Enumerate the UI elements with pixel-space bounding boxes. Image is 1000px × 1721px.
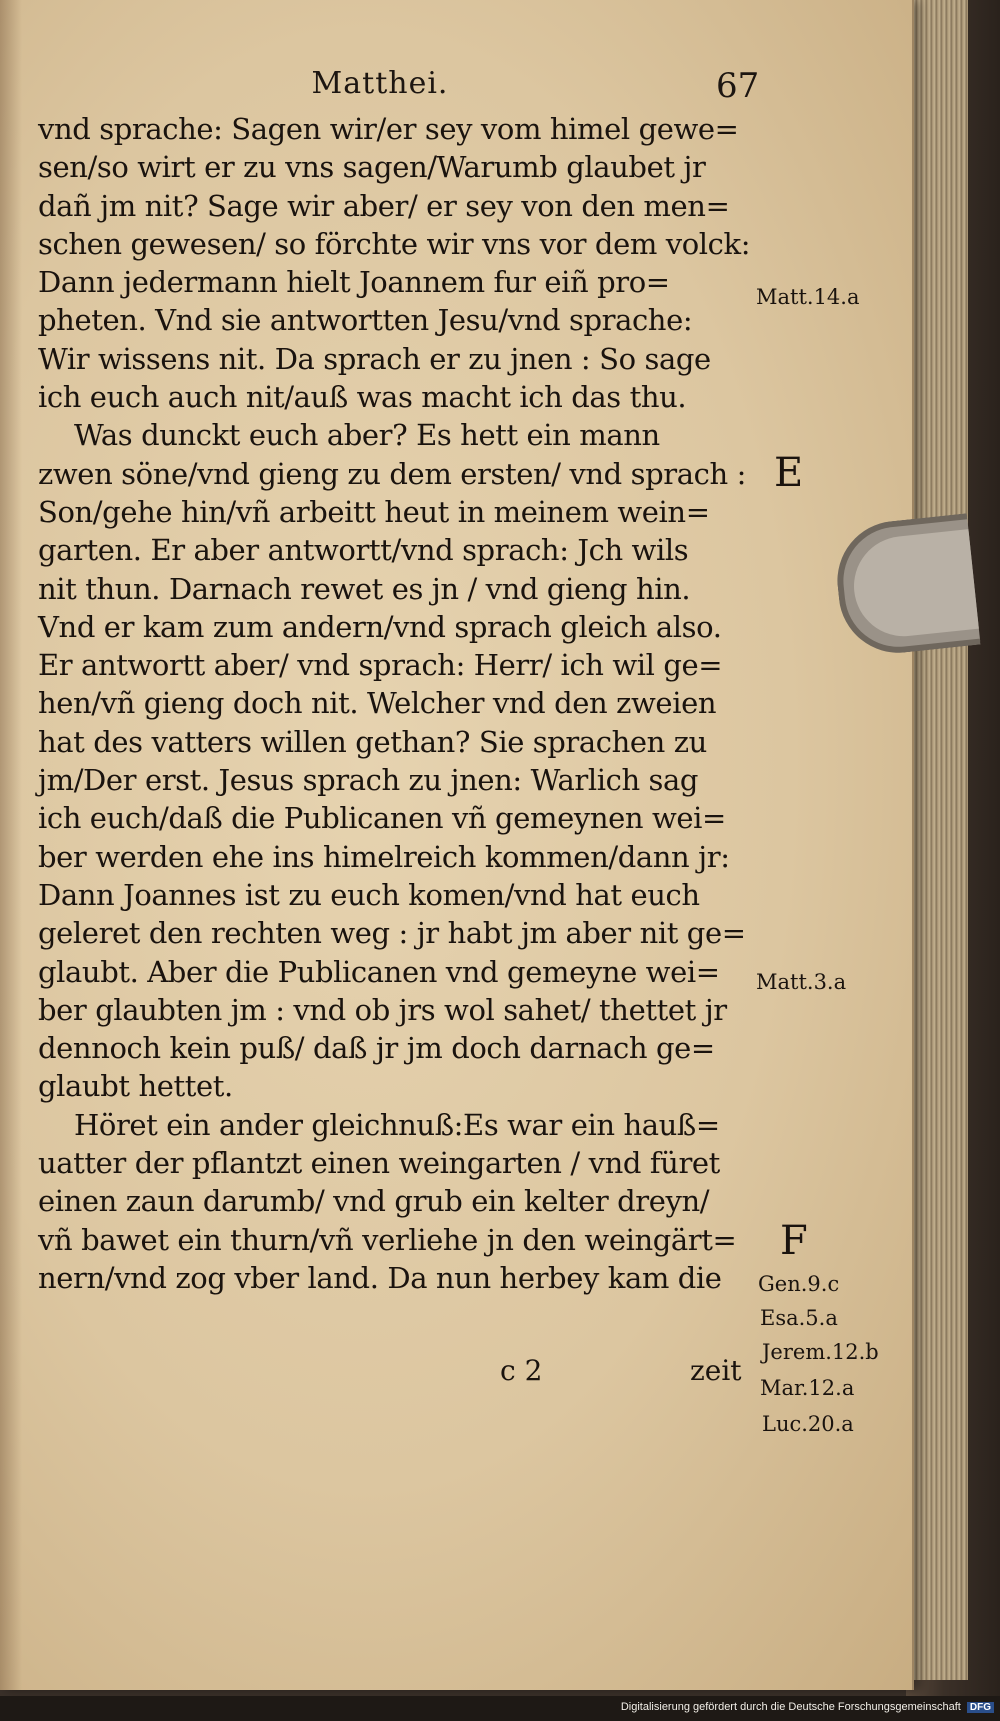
text-line: pheten. Vnd sie antwortten Jesu/vnd sprache:	[38, 303, 693, 338]
margin-reference-luc: Luc.20.a	[762, 1412, 854, 1436]
text-line: dañ jm nit? Sage wir aber/ er sey von den men=	[38, 188, 730, 223]
text-line: ich euch auch nit/auß was macht ich das thu.	[38, 380, 687, 415]
text-line: hen/vñ gieng doch nit. Welcher vnd den zweien	[38, 686, 717, 721]
text-line: zwen söne/vnd gieng zu dem ersten/ vnd sprach :	[38, 456, 746, 491]
catchword: zeit	[690, 1354, 742, 1387]
text-line: ich euch/daß die Publicanen vñ gemeynen wei=	[38, 801, 726, 836]
text-line: uatter der pflantzt einen weingarten / vnd füret	[38, 1146, 720, 1181]
page-number: 67	[716, 66, 760, 106]
funding-credit-text: Digitalisierung gefördert durch die Deutsche Forschungsgemeinschaft	[620, 1701, 961, 1713]
text-line: Dann jedermann hielt Joannem fur eiñ pro=	[38, 265, 670, 300]
margin-reference-matt3: Matt.3.a	[756, 970, 847, 994]
text-line: jm/Der erst. Jesus sprach zu jnen: Warlich sag	[38, 763, 699, 798]
margin-reference-mar: Mar.12.a	[760, 1376, 855, 1400]
text-line: ber werden ehe ins himelreich kommen/dann jr:	[38, 839, 730, 874]
dfg-logo: DFG	[967, 1702, 994, 1713]
text-line: hat des vatters willen gethan? Sie sprachen zu	[38, 724, 707, 759]
text-line: vñ bawet ein thurn/vñ verliehe jn den weingärt=	[38, 1222, 737, 1257]
signature-mark: c 2	[500, 1354, 543, 1387]
text-line: Er antwortt aber/ vnd sprach: Herr/ ich wil ge=	[38, 648, 723, 683]
footer-bar	[0, 1696, 1000, 1721]
text-line: glaubt. Aber die Publicanen vnd gemeyne wei=	[38, 954, 720, 989]
text-line: nern/vnd zog vber land. Da nun herbey kam die	[38, 1260, 722, 1295]
text-line: Höret ein ander gleichnuß:Es war ein hauß=	[74, 1107, 720, 1142]
text-line: ber glaubten jm : vnd ob jrs wol sahet/ thettet jr	[38, 992, 727, 1027]
text-line: dennoch kein puß/ daß jr jm doch darnach ge=	[38, 1031, 715, 1066]
body-text	[38, 110, 751, 1297]
text-line: sen/so wirt er zu vns sagen/Warumb glaubet jr	[38, 150, 706, 185]
text-line: Son/gehe hin/vñ arbeitt heut in meinem wein=	[38, 494, 710, 529]
text-line: Was dunckt euch aber? Es hett ein mann	[74, 418, 660, 453]
section-letter-e: E	[774, 450, 804, 496]
text-line: geleret den rechten weg : jr habt jm aber nit ge=	[38, 916, 746, 951]
margin-reference-gen: Gen.9.c	[758, 1272, 840, 1296]
text-line: Wir wissens nit. Da sprach er zu jnen : So sage	[38, 341, 711, 376]
margin-reference-esa: Esa.5.a	[760, 1306, 838, 1330]
margin-reference-matt14: Matt.14.a	[756, 285, 860, 309]
text-line: schen gewesen/ so förchte wir vns vor dem volck:	[38, 226, 751, 261]
text-line: vnd sprache: Sagen wir/er sey vom himel gewe=	[38, 112, 739, 146]
margin-reference-jerem: Jerem.12.b	[762, 1340, 879, 1364]
text-line: Dann Joannes ist zu euch komen/vnd hat euch	[38, 877, 700, 912]
text-line: garten. Er aber antwortt/vnd sprach: Jch wils	[38, 533, 689, 568]
text-line: nit thun. Darnach rewet es jn / vnd gieng hin.	[38, 571, 691, 606]
text-line: Vnd er kam zum andern/vnd sprach gleich also.	[38, 609, 722, 644]
section-letter-f: F	[780, 1218, 808, 1264]
footer-credit	[621, 1701, 994, 1713]
text-line: einen zaun darumb/ vnd grub ein kelter dreyn/	[38, 1184, 710, 1219]
page-stack-edges	[908, 0, 968, 1680]
text-line: glaubt hettet.	[38, 1069, 233, 1104]
running-head: Matthei.	[311, 66, 449, 101]
